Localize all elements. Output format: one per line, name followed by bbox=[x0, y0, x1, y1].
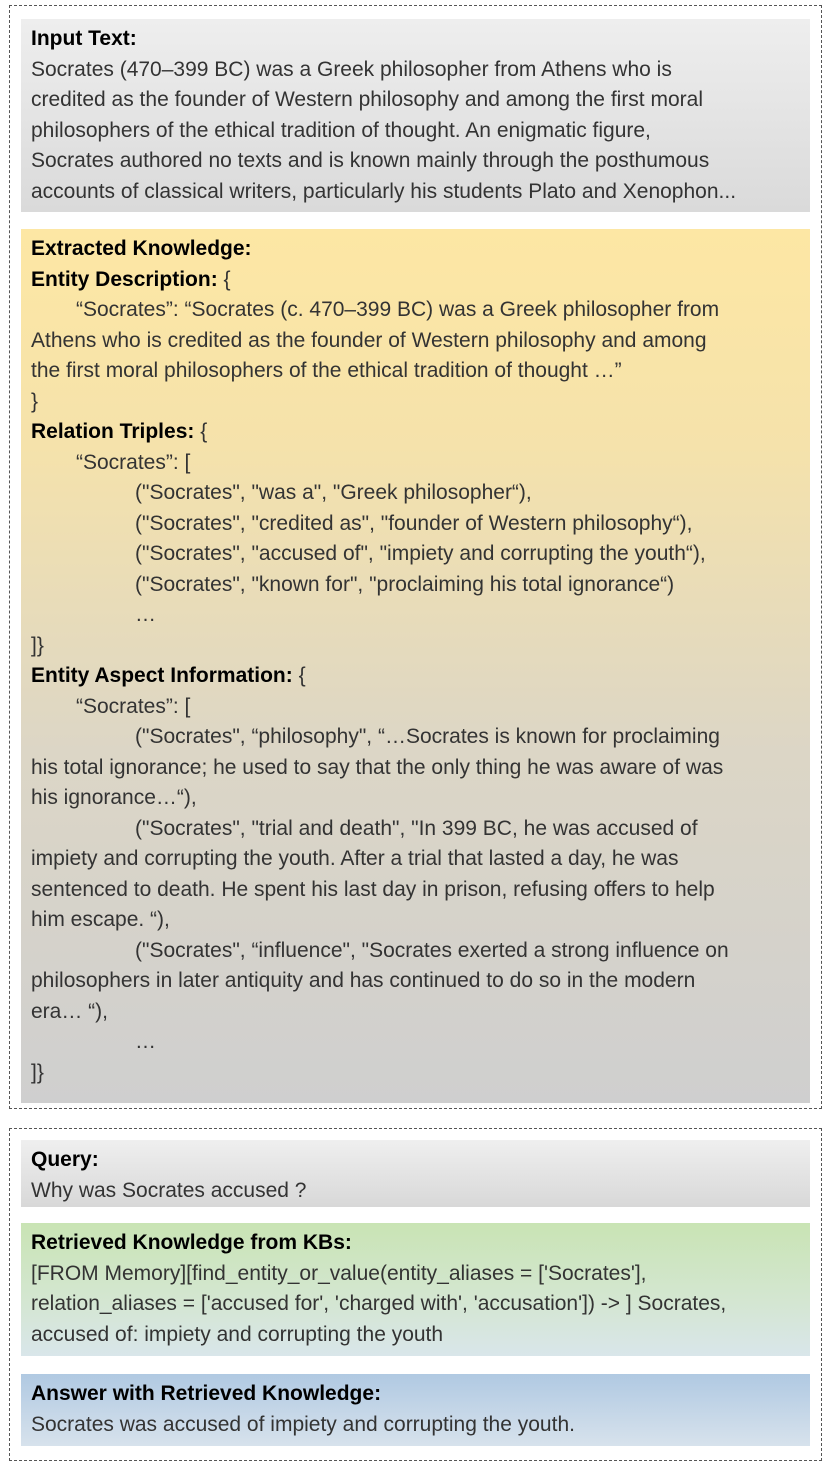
brace-open: { bbox=[217, 267, 231, 291]
relation-triple: ("Socrates", "accused of", "impiety and corrupting the youth“), bbox=[135, 542, 706, 565]
retrieved-line: accused of: impiety and corrupting the youth bbox=[31, 1322, 444, 1346]
aspect-line: his total ignorance; he used to say that the only thing he was aware of was bbox=[31, 755, 724, 779]
relation-entity-line: “Socrates”: [ bbox=[76, 450, 191, 474]
answer-panel bbox=[21, 1374, 810, 1446]
query-heading: Query: bbox=[31, 1148, 99, 1171]
retrieved-line: [FROM Memory][find_entity_or_value(entity_aliases = ['Socrates'], bbox=[31, 1261, 647, 1285]
input-text-line: philosophers of the ethical tradition of thought. An enigmatic figure, bbox=[31, 118, 651, 142]
query-panel bbox=[21, 1140, 810, 1207]
answer-text: Socrates was accused of impiety and corrupting the youth. bbox=[31, 1412, 575, 1436]
aspect-entity-line: “Socrates”: [ bbox=[76, 694, 191, 718]
input-text-line: Socrates authored no texts and is known mainly through the posthumous bbox=[31, 149, 710, 172]
retrieved-knowledge-panel bbox=[21, 1223, 810, 1356]
aspect-info-label-line bbox=[31, 661, 800, 692]
input-text-heading: Input Text: bbox=[31, 27, 137, 50]
input-text-line: Socrates (470–399 BC) was a Greek philosopher from Athens who is bbox=[31, 57, 672, 81]
extracted-knowledge-heading: Extracted Knowledge: bbox=[31, 237, 252, 260]
relation-ellipsis: … bbox=[135, 603, 156, 626]
aspect-line: ("Socrates", “influence", "Socrates exerted a strong influence on bbox=[135, 938, 729, 962]
answer-heading: Answer with Retrieved Knowledge: bbox=[31, 1382, 382, 1405]
retrieval-group bbox=[9, 1128, 822, 1461]
extracted-knowledge-panel bbox=[21, 229, 810, 1103]
relation-triple: ("Socrates", "known for", "proclaiming his total ignorance“) bbox=[135, 572, 675, 596]
query-text: Why was Socrates accused ? bbox=[31, 1178, 307, 1202]
retrieved-line: relation_aliases = ['accused for', 'charged with', 'accusation']) -> ] Socrates, bbox=[31, 1292, 727, 1315]
relation-triples-label: Relation Triples: bbox=[31, 420, 195, 443]
aspect-line: ("Socrates", “philosophy", “…Socrates is known for proclaiming bbox=[135, 725, 720, 748]
aspect-line: ("Socrates", "trial and death", "In 399 BC, he was accused of bbox=[135, 816, 698, 840]
relation-triples-label-line bbox=[31, 417, 800, 448]
aspect-ellipsis: … bbox=[135, 1030, 156, 1053]
input-text-panel bbox=[21, 19, 810, 212]
aspect-line: sentenced to death. He spent his last day in prison, refusing offers to help bbox=[31, 877, 715, 901]
input-text-line: credited as the founder of Western philosophy and among the first moral bbox=[31, 88, 703, 111]
relation-close: ]} bbox=[31, 633, 44, 657]
brace-close: } bbox=[31, 389, 39, 413]
retrieved-knowledge-heading: Retrieved Knowledge from KBs: bbox=[31, 1231, 352, 1254]
relation-triple: ("Socrates", "was a", "Greek philosopher“), bbox=[135, 481, 532, 504]
entity-description-label: Entity Description: bbox=[31, 267, 218, 291]
brace-open: { bbox=[292, 664, 306, 687]
relation-triple: ("Socrates", "credited as", "founder of Western philosophy“), bbox=[135, 511, 693, 535]
entity-description-line: “Socrates”: “Socrates (c. 470–399 BC) was a Greek philosopher from bbox=[76, 298, 720, 321]
extraction-group bbox=[9, 5, 822, 1109]
aspect-line: him escape. “), bbox=[31, 908, 170, 931]
entity-description-line: the first moral philosophers of the ethical tradition of thought …” bbox=[31, 359, 622, 382]
aspect-line: philosophers in later antiquity and has continued to do so in the modern bbox=[31, 969, 696, 992]
aspect-line: his ignorance…“), bbox=[31, 786, 197, 809]
brace-open: { bbox=[194, 420, 208, 443]
input-text-line: accounts of classical writers, particularly his students Plato and Xenophon... bbox=[31, 179, 737, 203]
aspect-line: era… “), bbox=[31, 999, 109, 1023]
entity-description-line: Athens who is credited as the founder of Western philosophy and among bbox=[31, 328, 707, 352]
entity-description-label-line bbox=[31, 265, 800, 296]
aspect-close: ]} bbox=[31, 1060, 44, 1084]
aspect-info-label: Entity Aspect Information: bbox=[31, 664, 293, 687]
aspect-line: impiety and corrupting the youth. After a trial that lasted a day, he was bbox=[31, 847, 679, 870]
